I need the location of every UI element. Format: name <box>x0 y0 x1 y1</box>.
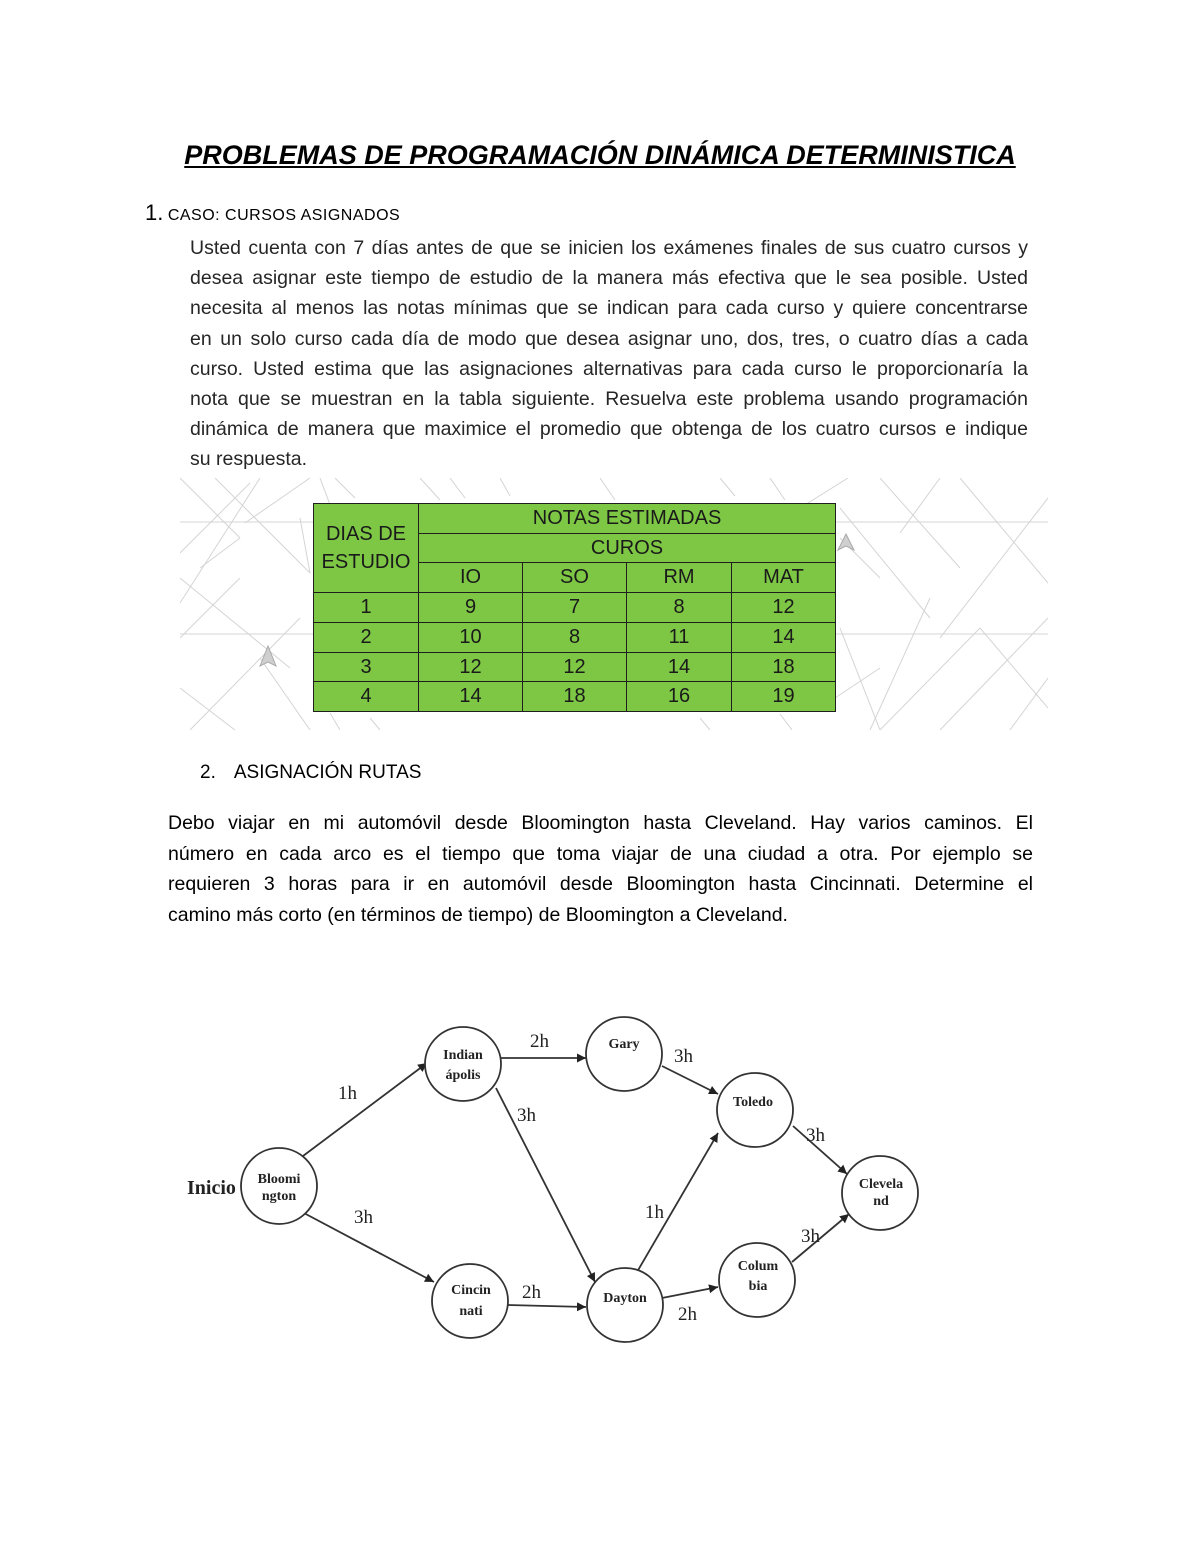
sub-header-cell: CUROS <box>419 534 836 563</box>
edge-dayton-columbia <box>662 1287 718 1298</box>
node-cleveland <box>842 1156 918 1230</box>
paragraph-line: Debo viajar en mi automóvil desde Bloomington hasta Cleveland. Hay varios caminos. El <box>168 812 1033 834</box>
edge-label: 2h <box>530 1031 549 1052</box>
node-toledo <box>717 1073 793 1147</box>
paragraph-line: dinámica de manera que maximice el promedio que obtenga de los cuatro cursos e indique <box>190 418 1028 441</box>
node-label-columbia-2: bia <box>748 1279 768 1294</box>
column-header: IO <box>419 563 523 593</box>
grade-cell: 18 <box>732 653 836 682</box>
paragraph-line: número en cada arco es el tiempo que toma viajar de una ciudad a otra. Por ejemplo se <box>168 842 1033 865</box>
column-header: MAT <box>732 563 836 593</box>
days-cell: 4 <box>314 682 419 712</box>
edge-label: 3h <box>674 1046 693 1067</box>
edge-label: 3h <box>801 1226 820 1247</box>
row-header-line2: ESTUDIO <box>321 551 411 573</box>
edge-label: 2h <box>678 1304 697 1325</box>
node-indianapolis <box>425 1027 501 1101</box>
edge-label: 3h <box>354 1207 373 1228</box>
node-label-cincinnati-2: nati <box>459 1304 483 1319</box>
grades-table <box>313 503 836 712</box>
grade-cell: 12 <box>732 593 836 623</box>
column-header: SO <box>523 563 627 593</box>
section2-heading <box>200 762 421 784</box>
table-row <box>314 682 836 712</box>
node-cincinnati <box>432 1264 508 1338</box>
node-label-indianapolis-1: Indian <box>443 1048 483 1063</box>
section1-heading <box>145 200 400 226</box>
grade-cell: 12 <box>523 653 627 682</box>
days-cell: 3 <box>314 653 419 682</box>
section2-paragraph <box>168 808 1033 930</box>
edge-label: 3h <box>806 1125 825 1146</box>
node-label-bloomington-1: Bloomi <box>257 1172 301 1187</box>
grade-cell: 7 <box>523 593 627 623</box>
section1-paragraph <box>190 233 1028 475</box>
section1-heading-text: CASO: CURSOS ASIGNADOS <box>167 207 401 224</box>
node-label-columbia-1: Colum <box>737 1259 779 1274</box>
edge-bloomington-indianapolis <box>303 1063 427 1156</box>
days-cell: 2 <box>314 623 419 653</box>
paragraph-line: camino más corto (en términos de tiempo) de Bloomington a Cleveland. <box>168 903 788 926</box>
paragraph-line: curso. Usted estima que las asignaciones alternativas para cada curso le proporcionaría la <box>190 357 1028 380</box>
page-title: PROBLEMAS DE PROGRAMACIÓN DINÁMICA DETERMINISTICA <box>184 140 1016 170</box>
grade-cell: 8 <box>523 623 627 653</box>
table-row <box>314 623 836 653</box>
start-label: Inicio <box>187 1177 236 1199</box>
grade-cell: 19 <box>732 682 836 712</box>
table-row <box>314 593 836 623</box>
grade-cell: 14 <box>419 682 523 712</box>
node-label-gary: Gary <box>608 1037 640 1052</box>
group-header-cell: NOTAS ESTIMADAS <box>419 504 836 534</box>
section2-number: 2. <box>200 762 216 783</box>
node-label-cleveland-2: nd <box>873 1194 889 1209</box>
node-label-toledo: Toledo <box>733 1095 773 1110</box>
grade-cell: 16 <box>627 682 732 712</box>
paragraph-line: necesita al menos las notas mínimas que se indican para cada curso y quiere concentrarse <box>190 297 1028 320</box>
column-header: RM <box>627 563 732 593</box>
paragraph-line: en un solo curso cada día de modo que desea asignar uno, dos, tres, o cuatro días a cada <box>190 327 1028 350</box>
edge-label: 2h <box>522 1282 541 1303</box>
node-label-dayton: Dayton <box>603 1291 647 1306</box>
grade-cell: 8 <box>627 593 732 623</box>
edge-gary-toledo <box>662 1066 718 1094</box>
node-label-indianapolis-2: ápolis <box>445 1068 481 1083</box>
paragraph-line: su respuesta. <box>190 448 308 471</box>
node-gary <box>586 1017 662 1091</box>
section2-heading-text: ASIGNACIÓN RUTAS <box>233 762 422 783</box>
grade-cell: 10 <box>419 623 523 653</box>
edge-cincinnati-dayton <box>508 1305 586 1307</box>
paragraph-line: nota que se muestran en la tabla siguiente. Resuelva este problema usando programación <box>190 388 1028 411</box>
grade-cell: 18 <box>523 682 627 712</box>
paragraph-line: desea asignar este tiempo de estudio de la manera más efectiva que le sea posible. Usted <box>190 267 1028 290</box>
grade-cell: 11 <box>627 623 732 653</box>
node-label-cincinnati-1: Cincin <box>451 1283 491 1298</box>
node-label-cleveland-1: Clevela <box>858 1177 904 1192</box>
grade-cell: 14 <box>627 653 732 682</box>
section1-number: 1. <box>145 200 164 225</box>
paragraph-line: Usted cuenta con 7 días antes de que se inicien los exámenes finales de sus cuatro cursos y <box>190 237 1028 259</box>
edge-label: 1h <box>338 1083 357 1104</box>
grade-cell: 12 <box>419 653 523 682</box>
row-header-cell <box>314 504 419 593</box>
node-label-bloomington-2: ngton <box>261 1189 297 1204</box>
grade-cell: 9 <box>419 593 523 623</box>
table-row <box>314 653 836 682</box>
route-network-diagram <box>0 1000 1200 1360</box>
days-cell: 1 <box>314 593 419 623</box>
edge-label: 1h <box>645 1202 664 1223</box>
edge-label: 3h <box>517 1105 536 1126</box>
paragraph-line: requieren 3 horas para ir en automóvil desde Bloomington hasta Cincinnati. Determine el <box>168 873 1033 896</box>
row-header-line1: DIAS DE <box>325 523 407 545</box>
grade-cell: 14 <box>732 623 836 653</box>
edge-indianapolis-dayton <box>496 1088 595 1282</box>
